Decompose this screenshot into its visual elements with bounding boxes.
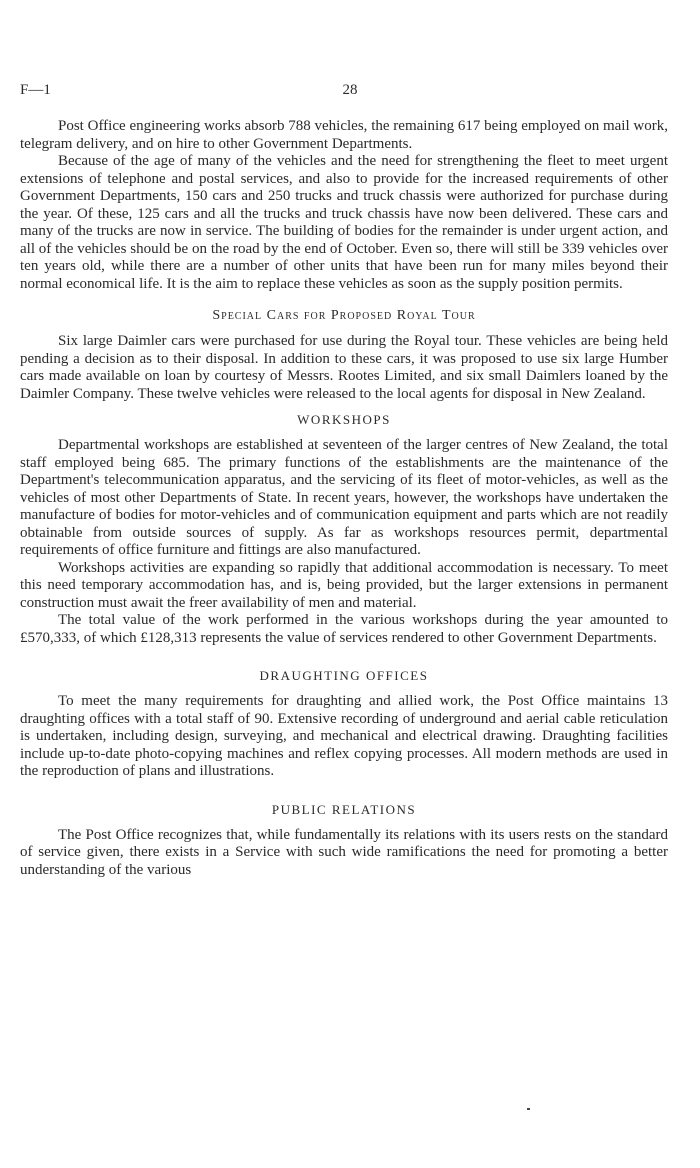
paragraph-public-relations: The Post Office recognizes that, while fundamentally its relations with its users rests on the standard of service given, there exists in a Service with such wide ramifications the need for promoting a better understanding of the various: [20, 826, 668, 878]
heading-royal-tour: Special Cars for Proposed Royal Tour: [212, 308, 476, 323]
paragraph-draughting: To meet the many requirements for draughting and allied work, the Post Office maintains 13 draughting offices with a total staff of 90. Extensive recording of underground and aerial cable reticulation is undertaken, including design, surveying, and mechanical and electrical drawing. Draughting facilities include up-to-date photo-copying machines and reflex copying processes. All modern methods are used in the reproduction of plans and illustrations.: [20, 693, 668, 779]
paragraph-workshops-expansion: Workshops activities are expanding so rapidly that additional accommodation is necessary. To meet this need temporary accommodation has, and is, being provided, but the larger extensions in permanent construction must await the freer availability of men and material.: [20, 559, 668, 611]
paragraph-royal-tour-cars: Six large Daimler cars were purchased for use during the Royal tour. These vehicles are being held pending a decision as to their disposal. In addition to these cars, it was proposed to use six large Humber cars made available on loan by courtesy of Messrs. Rootes Limited, and six small Daimlers loaned by the Daimler Company. These twelve vehicles were released to the local agents for disposal in New Zealand.: [20, 333, 668, 402]
heading-draughting-offices: DRAUGHTING OFFICES: [259, 668, 429, 683]
heading-public-relations: PUBLIC RELATIONS: [271, 801, 417, 817]
page-number: 28: [342, 82, 358, 98]
document-code: F—1: [20, 82, 51, 98]
paragraph-vehicles-usage: Post Office engineering works absorb 788 vehicles, the remaining 617 being employed on mail work, telegram delivery, and on hire to other Government Departments.: [20, 118, 668, 152]
body-text: [20, 118, 668, 879]
paragraph-workshops-overview: Departmental workshops are established at seventeen of the larger centres of New Zealand, the total staff employed being 685. The primary functions of the establishments are the maintenance of the Department's telecommunication apparatus, and the servicing of its fleet of motor-vehicles, as well as the vehicles of most other Departments of State. In recent years, however, the workshops have undertaken the manufacture of bodies for motor-vehicles and of communication equipment and parts which are not readily obtainable from outside sources of supply. As far as workshops resources permit, departmental requirements of office furniture and fittings are also manufactured.: [20, 437, 668, 558]
heading-workshops: WORKSHOPS: [297, 412, 391, 427]
paragraph-workshops-value: The total value of the work performed in the various workshops during the year amounted to £570,333, of which £128,313 represents the value of services rendered to other Government Departments.: [20, 612, 668, 646]
running-head: [20, 82, 680, 102]
print-speck: [527, 1108, 530, 1110]
paragraph-fleet-renewal: Because of the age of many of the vehicles and the need for strengthening the fleet to meet urgent extensions of telephone and postal services, and also to provide for the increased requirements of other Government Departments, 150 cars and 250 trucks and truck chassis were authorized for purchase during the year. Of these, 125 cars and all the trucks and truck chassis have now been delivered. These cars and many of the trucks are now in service. The building of bodies for the remainder is under urgent action, and all of the vehicles should be on the road by the end of October. Even so, there will still be 339 vehicles over ten years old, while there are a number of other units that have been run for many miles beyond their normal economical life. It is the aim to replace these vehicles as soon as the supply position permits.: [20, 153, 668, 292]
